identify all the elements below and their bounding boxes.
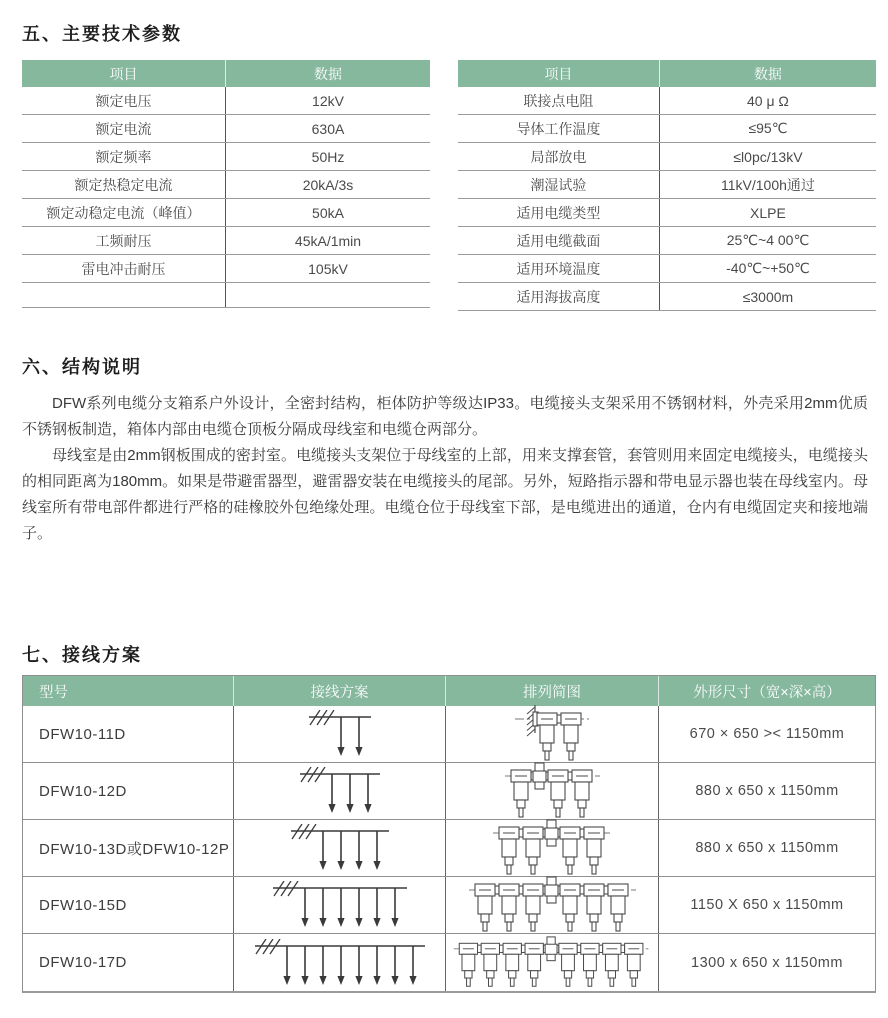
model-cell: DFW10-13D或DFW10-12P bbox=[23, 820, 234, 876]
param-name-cell: 适用电缆类型 bbox=[458, 199, 660, 226]
table-header bbox=[22, 60, 430, 87]
model-cell: DFW10-15D bbox=[23, 877, 234, 933]
table-row bbox=[22, 199, 430, 227]
section6-title: 六、结构说明 bbox=[22, 357, 142, 377]
table-row bbox=[22, 283, 430, 308]
wiring-scheme-cell bbox=[234, 934, 446, 991]
section5-title: 五、主要技术参数 bbox=[22, 24, 182, 44]
table-row bbox=[458, 227, 876, 255]
arrangement-cell bbox=[446, 763, 659, 819]
wiring-scheme-cell bbox=[234, 763, 446, 819]
column-header: 排列简图 bbox=[446, 676, 659, 706]
param-value-cell: 25℃~4 00℃ bbox=[726, 232, 810, 248]
dimensions-cell: 880 x 650 x 1150mm bbox=[695, 840, 839, 856]
arrangement-diagram-icon bbox=[493, 819, 612, 877]
table-header bbox=[458, 60, 876, 87]
arrangement-diagram-icon bbox=[515, 705, 589, 763]
arrangement-diagram-icon bbox=[453, 936, 651, 989]
column-header: 型号 bbox=[23, 676, 234, 706]
table-row bbox=[23, 706, 875, 763]
description-paragraph: 母线室是由2mm钢板围成的密封室。电缆接头支架位于母线室的上部，用来支撑套管，套管则用来固定电缆接头，电缆接头的相同距离为180mm。如果是带避雷器型，避雷器安装在电缆接头的尾部。另外，短路指示器和带电显示器也装在母线室内。母线室所有带电部件都进行严格的硅橡胶外包绝缘处理。电缆仓位于母线室下部，是电缆进出的通道，仓内有电缆固定夹和接地端子。 bbox=[22, 447, 868, 542]
column-header-item: 项目 bbox=[458, 60, 660, 87]
param-name-cell: 适用电缆截面 bbox=[458, 227, 660, 254]
table-row bbox=[22, 255, 430, 283]
section7-title: 七、接线方案 bbox=[22, 645, 142, 665]
param-value-cell: ≤l0pc/13kV bbox=[733, 148, 803, 165]
arrangement-cell bbox=[446, 934, 659, 991]
model-cell: DFW10-11D bbox=[23, 706, 234, 762]
column-header-item: 项目 bbox=[22, 60, 226, 87]
param-value-cell bbox=[226, 283, 430, 307]
param-value-cell: 105kV bbox=[308, 260, 348, 277]
dimensions-cell: 670 × 650 >< 1150mm bbox=[689, 726, 845, 742]
param-name-cell: 额定频率 bbox=[22, 143, 226, 170]
table-row bbox=[458, 171, 876, 199]
param-name-cell: 额定动稳定电流（峰值） bbox=[22, 199, 226, 226]
param-value-cell: XLPE bbox=[750, 204, 786, 221]
wiring-diagram-icon bbox=[289, 824, 391, 872]
table-row bbox=[22, 115, 430, 143]
param-name-cell: 联接点电阻 bbox=[458, 87, 660, 114]
param-value-cell: ≤95℃ bbox=[748, 120, 788, 136]
table-row bbox=[458, 87, 876, 115]
arrangement-diagram-icon bbox=[469, 876, 636, 934]
param-name-cell: 潮湿试验 bbox=[458, 171, 660, 198]
param-value-cell: 630A bbox=[311, 120, 345, 137]
model-cell: DFW10-12D bbox=[23, 763, 234, 819]
column-header: 接线方案 bbox=[234, 676, 446, 706]
description-paragraph: DFW系列电缆分支箱系户外设计，全密封结构，柜体防护等级达IP33。电缆接头支架采用不锈钢材料，外壳采用2mm优质不锈钢板制造，箱体内部由电缆仓顶板分隔成母线室和电缆仓两部分。 bbox=[22, 395, 868, 438]
param-name-cell: 导体工作温度 bbox=[458, 115, 660, 142]
wiring-scheme-cell bbox=[234, 820, 446, 876]
table-row bbox=[22, 171, 430, 199]
wiring-diagram-icon bbox=[271, 881, 409, 929]
param-value-cell: -40℃~+50℃ bbox=[726, 260, 810, 276]
wiring-scheme-table bbox=[22, 675, 876, 993]
tech-params-table-right bbox=[458, 60, 876, 311]
table-row bbox=[22, 143, 430, 171]
structure-description bbox=[22, 391, 868, 547]
param-name-cell: 工频耐压 bbox=[22, 227, 226, 254]
param-name-cell: 额定电流 bbox=[22, 115, 226, 142]
table-row bbox=[23, 763, 875, 820]
table-row bbox=[458, 255, 876, 283]
param-name-cell: 适用环境温度 bbox=[458, 255, 660, 282]
column-header-data: 数据 bbox=[314, 65, 342, 82]
table-row bbox=[23, 877, 875, 934]
param-name-cell: 局部放电 bbox=[458, 143, 660, 170]
arrangement-cell bbox=[446, 877, 659, 933]
wiring-diagram-icon bbox=[253, 939, 427, 987]
param-value-cell: 20kA/3s bbox=[302, 176, 354, 193]
arrangement-diagram-icon bbox=[505, 762, 600, 820]
table-row bbox=[22, 227, 430, 255]
param-name-cell: 适用海拔高度 bbox=[458, 283, 660, 310]
param-value-cell: 40 μ Ω bbox=[747, 92, 789, 109]
arrangement-cell bbox=[446, 820, 659, 876]
param-value-cell: 45kA/1min bbox=[294, 232, 362, 249]
table-row bbox=[23, 820, 875, 877]
dimensions-cell: 1150 X 650 x 1150mm bbox=[690, 897, 844, 913]
param-name-cell: 额定热稳定电流 bbox=[22, 171, 226, 198]
column-header: 外形尺寸（宽×深×高） bbox=[693, 684, 841, 701]
model-cell: DFW10-17D bbox=[23, 934, 234, 991]
param-name-cell: 雷电冲击耐压 bbox=[22, 255, 226, 282]
param-value-cell: 11kV/100h通过 bbox=[720, 176, 815, 193]
table-row bbox=[23, 934, 875, 991]
table-row bbox=[458, 199, 876, 227]
arrangement-cell bbox=[446, 706, 659, 762]
wiring-scheme-cell bbox=[234, 877, 446, 933]
param-value-cell: 12kV bbox=[312, 92, 344, 109]
param-value-cell: 50kA bbox=[312, 204, 344, 221]
wiring-diagram-icon bbox=[298, 767, 382, 815]
table-header bbox=[23, 676, 875, 706]
param-name-cell bbox=[22, 283, 226, 307]
tech-params-table-left bbox=[22, 60, 430, 311]
dimensions-cell: 880 x 650 x 1150mm bbox=[695, 783, 839, 799]
dimensions-cell: 1300 x 650 x 1150mm bbox=[691, 954, 843, 971]
tech-params-tables bbox=[22, 60, 876, 311]
param-value-cell: ≤3000m bbox=[742, 288, 794, 305]
wiring-diagram-icon bbox=[307, 710, 373, 758]
table-row bbox=[458, 115, 876, 143]
param-value-cell: 50Hz bbox=[311, 148, 345, 165]
column-header-data: 数据 bbox=[753, 65, 782, 82]
table-row bbox=[22, 87, 430, 115]
param-name-cell: 额定电压 bbox=[22, 87, 226, 114]
wiring-scheme-cell bbox=[234, 706, 446, 762]
table-row bbox=[458, 283, 876, 311]
table-row bbox=[458, 143, 876, 171]
